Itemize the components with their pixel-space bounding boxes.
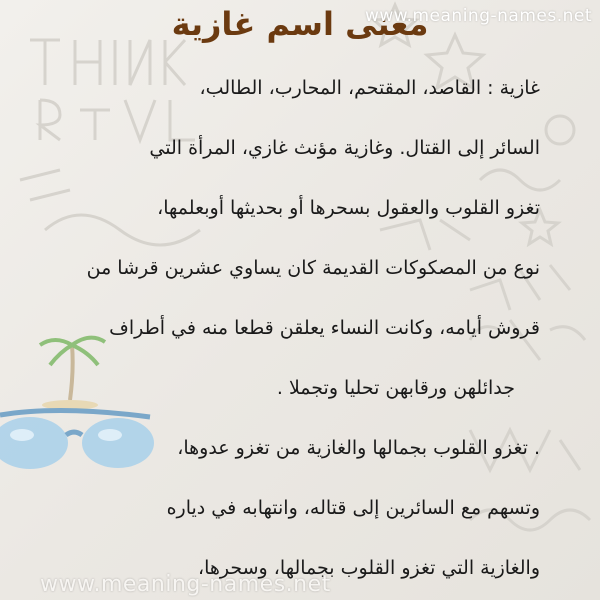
text-line: غازية : القاصد، المقتحم، المحارب، الطالب، [199,77,540,99]
watermark-bottom: www.meaning-names.net [40,572,331,597]
text-line: . تغزو القلوب بجمالها والغازية من تغزو عدوها، [177,437,540,459]
text-line: تغزو القلوب والعقول بسحرها أو بحديثها أوبعلمها، [157,197,540,219]
page-title: معنى اسم غازية [171,5,429,43]
meaning-text-block [30,70,540,600]
text-line: جدائلهن ورقابهن تحليا وتجملا . [276,377,515,399]
watermark-top: www.meaning-names.net [364,6,592,26]
text-line: السائر إلى القتال. وغازية مؤنث غازي، المرأة التي [149,137,540,159]
text-line: والغازية التي تغزو القلوب بجمالها، وسحرها، [197,557,540,579]
text-line: قروش أيامه، وكانت النساء يعلقن قطعا منه في أطراف [109,317,540,339]
text-line: وتسهم مع السائرين إلى قتاله، وانتهابه في دياره [166,497,540,519]
text-line: نوع من المصكوكات القديمة كان يساوي عشرين قرشا من [86,257,540,279]
